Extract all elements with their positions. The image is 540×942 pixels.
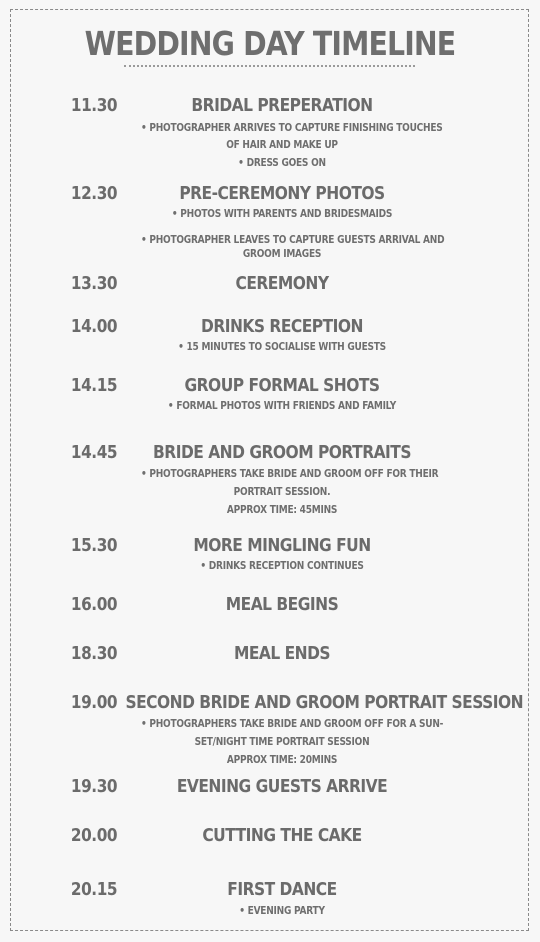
event-heading: MORE MINGLING FUN: [193, 535, 371, 556]
event-time: 12.30: [70, 183, 118, 204]
event-note: • PHOTOGRAPHERS TAKE BRIDE AND GROOM OFF FOR A SUN-: [140, 717, 444, 730]
event-heading: MEAL ENDS: [233, 643, 331, 664]
event-time: 20.00: [70, 825, 118, 846]
event-time: 14.45: [70, 442, 118, 463]
event-note: • 15 MINUTES TO SOCIALISE WITH GUESTS: [178, 340, 386, 353]
event-time: 18.30: [70, 643, 118, 664]
event-heading: BRIDE AND GROOM PORTRAITS: [153, 442, 411, 463]
event-heading: CEREMONY: [235, 273, 329, 294]
event-note: • PHOTOS WITH PARENTS AND BRIDESMAIDS: [171, 207, 393, 220]
event-heading: SECOND BRIDE AND GROOM PORTRAIT SESSION: [125, 692, 524, 713]
event-heading: EVENING GUESTS ARRIVE: [176, 776, 388, 797]
event-heading: CUTTING THE CAKE: [202, 825, 362, 846]
event-note: GROOM IMAGES: [242, 247, 322, 260]
event-heading: PRE-CEREMONY PHOTOS: [179, 183, 385, 204]
event-note: • PHOTOGRAPHER ARRIVES TO CAPTURE FINISHING TOUCHES: [140, 121, 443, 134]
event-note: APPROX TIME: 45MINS: [226, 503, 338, 516]
event-time: 14.15: [70, 375, 118, 396]
event-heading: DRINKS RECEPTION: [201, 316, 363, 337]
event-note: • DRESS GOES ON: [238, 156, 326, 169]
event-note: • PHOTOGRAPHERS TAKE BRIDE AND GROOM OFF FOR THEIR: [140, 467, 439, 480]
event-note: PORTRAIT SESSION.: [233, 485, 331, 498]
event-note: • EVENING PARTY: [239, 904, 325, 917]
event-time: 19.30: [70, 776, 118, 797]
event-note: APPROX TIME: 20MINS: [226, 753, 338, 766]
event-heading: MEAL BEGINS: [225, 594, 339, 615]
event-time: 14.00: [70, 316, 118, 337]
event-time: 16.00: [70, 594, 118, 615]
event-time: 20.15: [70, 879, 118, 900]
event-note: • FORMAL PHOTOS WITH FRIENDS AND FAMILY: [167, 399, 397, 412]
event-time: 15.30: [70, 535, 118, 556]
event-note: • DRINKS RECEPTION CONTINUES: [200, 559, 364, 572]
event-time: 19.00: [70, 692, 118, 713]
page-title: WEDDING DAY TIMELINE: [84, 24, 456, 63]
event-time: 11.30: [70, 95, 118, 116]
event-heading: GROUP FORMAL SHOTS: [184, 375, 380, 396]
event-heading: BRIDAL PREPERATION: [191, 95, 373, 116]
title-dotted-underline: [124, 65, 415, 67]
event-heading: FIRST DANCE: [227, 879, 337, 900]
event-note: • PHOTOGRAPHER LEAVES TO CAPTURE GUESTS ARRIVAL AND: [140, 233, 445, 246]
event-note: OF HAIR AND MAKE UP: [226, 138, 338, 151]
event-note: SET/NIGHT TIME PORTRAIT SESSION: [194, 735, 370, 748]
event-time: 13.30: [70, 273, 118, 294]
